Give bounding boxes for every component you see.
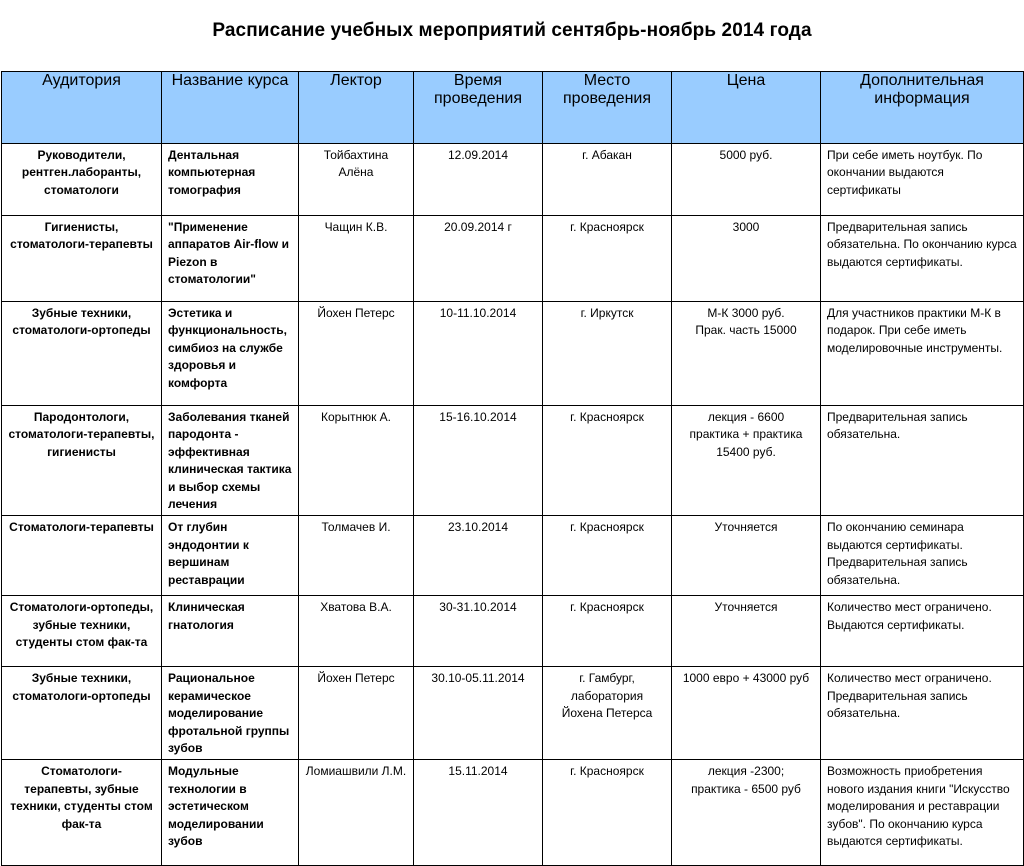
cell-time: 30.10-05.11.2014	[414, 667, 543, 760]
column-header-lecturer: Лектор	[299, 72, 414, 144]
cell-price	[672, 302, 821, 406]
column-header-price: Цена	[672, 72, 821, 144]
price-line: лекция -2300;	[707, 764, 785, 779]
table-row	[2, 302, 1024, 406]
cell-course: Эстетика и функциональность, симбиоз на службе здоровья и комфорта	[162, 302, 299, 406]
cell-lecturer: Чащин К.В.	[299, 216, 414, 302]
cell-time: 15.11.2014	[414, 760, 543, 866]
price-line: практика + практика	[689, 427, 803, 442]
cell-lecturer: Тойбахтина Алёна	[299, 144, 414, 216]
cell-place: г. Красноярск	[543, 216, 672, 302]
cell-lecturer: Хватова В.А.	[299, 596, 414, 667]
column-header-place: Место проведения	[543, 72, 672, 144]
cell-info: Количество мест ограничено. Выдаются сертификаты.	[821, 596, 1024, 667]
price-line: 1000 евро + 43000 руб	[682, 671, 810, 686]
table-row	[2, 516, 1024, 596]
table-row	[2, 216, 1024, 302]
price-line: 3000	[732, 220, 760, 234]
cell-audience: Руководители, рентген.лаборанты, стоматологи	[2, 144, 162, 216]
cell-price	[672, 406, 821, 516]
price-line: 15400 руб.	[716, 444, 776, 459]
cell-info: Количество мест ограничено. Предварительная запись обязательна.	[821, 667, 1024, 760]
cell-course: От глубин эндодонтии к вершинам реставрации	[162, 516, 299, 596]
table-row	[2, 144, 1024, 216]
cell-audience: Пародонтологи, стоматологи-терапевты, гигиенисты	[2, 406, 162, 516]
cell-price	[672, 216, 821, 302]
cell-info: По окончанию семинара выдаются сертификаты. Предварительная запись обязательна.	[821, 516, 1024, 596]
cell-course: Дентальная компьютерная томография	[162, 144, 299, 216]
cell-audience: Стоматологи-ортопеды, зубные техники, студенты стом фак-та	[2, 596, 162, 667]
page-title: Расписание учебных мероприятий сентябрь-ноябрь 2014 года	[212, 20, 812, 41]
table-row	[2, 406, 1024, 516]
cell-place: г. Красноярск	[543, 760, 672, 866]
column-header-audience: Аудитория	[2, 72, 162, 144]
price-line: 5000 руб.	[719, 148, 773, 162]
cell-place: г. Абакан	[543, 144, 672, 216]
table-row	[2, 667, 1024, 760]
cell-audience: Зубные техники, стоматологи-ортопеды	[2, 667, 162, 760]
cell-place: г. Иркутск	[543, 302, 672, 406]
cell-course: "Применение аппаратов Air-flow и Piezon в стоматологии"	[162, 216, 299, 302]
cell-audience: Гигиенисты, стоматологи-терапевты	[2, 216, 162, 302]
cell-time: 12.09.2014	[414, 144, 543, 216]
cell-info: Возможность приобретения нового издания книги "Искусство моделирования и реставрации зубов". По окончанию курса выдаются сертификаты.	[821, 760, 1024, 866]
cell-place: г. Красноярск	[543, 596, 672, 667]
price-line: Уточняется	[714, 520, 778, 535]
cell-price	[672, 144, 821, 216]
table-row	[2, 596, 1024, 667]
cell-info: Предварительная запись обязательна.	[821, 406, 1024, 516]
cell-audience: Зубные техники, стоматологи-ортопеды	[2, 302, 162, 406]
cell-place: г. Красноярск	[543, 406, 672, 516]
price-line: М-К 3000 руб.	[707, 306, 785, 320]
cell-lecturer: Корытнюк А.	[299, 406, 414, 516]
cell-time: 23.10.2014	[414, 516, 543, 596]
cell-course: Заболевания тканей пародонта - эффективная клиническая тактика и выбор схемы лечения	[162, 406, 299, 516]
column-header-info: Дополнительная информация	[821, 72, 1024, 144]
cell-info: При себе иметь ноутбук. По окончании выдаются сертификаты	[821, 144, 1024, 216]
price-line: практика - 6500 руб	[691, 781, 801, 796]
cell-time: 20.09.2014 г	[414, 216, 543, 302]
cell-lecturer: Йохен Петерс	[299, 667, 414, 760]
cell-audience: Стоматологи-терапевты, зубные техники, студенты стом фак-та	[2, 760, 162, 866]
column-header-course: Название курса	[162, 72, 299, 144]
cell-info: Предварительная запись обязательна. По окончанию курса выдаются сертификаты.	[821, 216, 1024, 302]
cell-lecturer: Толмачев И.	[299, 516, 414, 596]
schedule-table	[1, 71, 1024, 866]
cell-time: 30-31.10.2014	[414, 596, 543, 667]
cell-lecturer: Йохен Петерс	[299, 302, 414, 406]
cell-price	[672, 667, 821, 760]
price-line: Прак. часть 15000	[695, 323, 797, 338]
cell-lecturer: Ломиашвили Л.М.	[299, 760, 414, 866]
cell-time: 10-11.10.2014	[414, 302, 543, 406]
cell-course: Модульные технологии в эстетическом моделировании зубов	[162, 760, 299, 866]
cell-time: 15-16.10.2014	[414, 406, 543, 516]
price-line: Уточняется	[714, 600, 778, 615]
price-line: лекция - 6600	[707, 410, 785, 424]
header-row	[2, 72, 1024, 144]
cell-course: Клиническая гнатология	[162, 596, 299, 667]
cell-price	[672, 596, 821, 667]
column-header-time: Время проведения	[414, 72, 543, 144]
cell-course: Рациональное керамическое моделирование фротальной группы зубов	[162, 667, 299, 760]
cell-price	[672, 516, 821, 596]
table-row	[2, 760, 1024, 866]
cell-price	[672, 760, 821, 866]
cell-info: Для участников практики М-К в подарок. При себе иметь моделировочные инструменты.	[821, 302, 1024, 406]
cell-audience: Стоматологи-терапевты	[2, 516, 162, 596]
cell-place: г. Гамбург, лаборатория Йохена Петерса	[543, 667, 672, 760]
cell-place: г. Красноярск	[543, 516, 672, 596]
